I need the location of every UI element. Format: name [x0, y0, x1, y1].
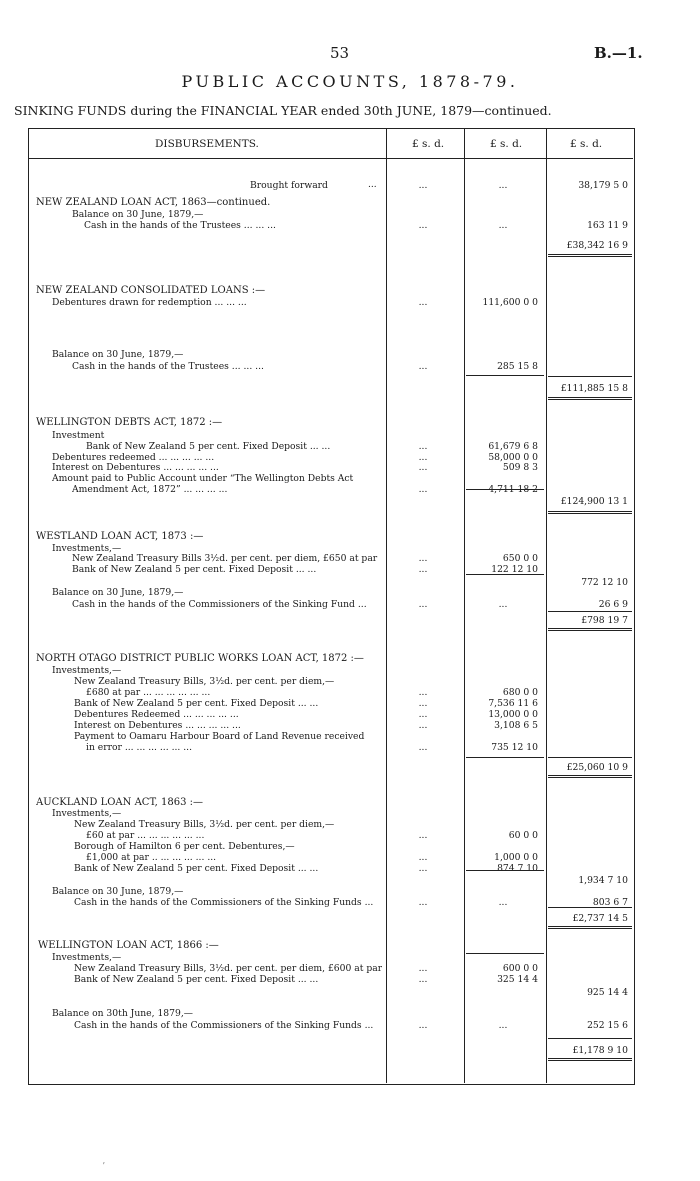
- amount-col-2: ...: [498, 897, 508, 908]
- amount-col-1: ...: [418, 709, 428, 720]
- amount-col-2: ...: [498, 180, 508, 191]
- amount-col-3: £111,885 15 8: [560, 383, 628, 394]
- line-item-text: Investments,—: [52, 952, 122, 963]
- line-item-text: Cash in the hands of the Commissioners of the Sinking Fund ...: [72, 599, 367, 610]
- section-heading: WELLINGTON DEBTS ACT, 1872 :—: [36, 417, 223, 428]
- amount-col-1: ...: [418, 720, 428, 731]
- column-header-disbursements: DISBURSEMENTS.: [155, 138, 259, 150]
- line-item-text: Cash in the hands of the Commissioners of the Sinking Funds ...: [74, 897, 374, 908]
- amount-col-2: 509 8 3: [502, 462, 538, 473]
- subtotal-rule: [466, 757, 544, 758]
- line-item-text: Debentures redeemed ... ... ... ... ...: [52, 452, 215, 463]
- total-rule: [548, 376, 632, 377]
- line-item-text: in error ... ... ... ... ... ...: [86, 742, 193, 753]
- amount-col-3: £798 19 7: [581, 615, 628, 626]
- column-header-amount-2: £ s. d.: [490, 138, 523, 150]
- section-heading: WESTLAND LOAN ACT, 1873 :—: [36, 531, 204, 542]
- column-header-amount-1: £ s. d.: [412, 138, 445, 150]
- scan-mark: ʼ: [102, 1162, 105, 1172]
- amount-col-2: 600 0 0: [502, 963, 538, 974]
- subtotal-rule: [466, 870, 544, 871]
- line-item-text: Cash in the hands of the Commissioners of the Sinking Funds ...: [74, 1020, 374, 1031]
- line-item-text: New Zealand Treasury Bills, 3½d. per cent. per diem, £600 at par: [74, 963, 382, 974]
- amount-col-2: ...: [498, 599, 508, 610]
- amount-col-1: ...: [418, 599, 428, 610]
- line-item-text: Balance on 30 June, 1879,—: [52, 349, 184, 360]
- line-item-text: Investment: [52, 430, 105, 441]
- amount-col-3: £1,178 9 10: [572, 1045, 628, 1056]
- document-reference: B.—1.: [594, 44, 643, 62]
- amount-col-1: ...: [418, 852, 428, 863]
- amount-col-2: 61,679 6 8: [488, 441, 538, 452]
- column-header-amount-3: £ s. d.: [570, 138, 603, 150]
- section-heading: NEW ZEALAND CONSOLIDATED LOANS :—: [36, 285, 266, 296]
- total-rule: [548, 757, 632, 758]
- column-divider: [386, 128, 387, 1083]
- line-item-text: £60 at par ... ... ... ... ... ...: [86, 830, 205, 841]
- amount-col-2: 1,000 0 0: [494, 852, 538, 863]
- amount-col-3: 925 14 4: [587, 987, 628, 998]
- amount-col-2: 7,536 11 6: [488, 698, 538, 709]
- amount-col-3: 772 12 10: [581, 577, 628, 588]
- line-item-text: Debentures drawn for redemption ... ... ...: [52, 297, 247, 308]
- total-double-rule: [548, 397, 632, 400]
- amount-col-1: ...: [418, 687, 428, 698]
- line-item-text: Cash in the hands of the Trustees ... ... ...: [72, 361, 264, 372]
- line-item-text: Bank of New Zealand 5 per cent. Fixed Deposit ... ...: [74, 863, 319, 874]
- amount-col-1: ...: [418, 553, 428, 564]
- line-item-text: New Zealand Treasury Bills, 3½d. per cent. per diem,—: [74, 819, 335, 830]
- total-rule: [548, 907, 632, 908]
- total-rule: [548, 611, 632, 612]
- line-item-text: Debentures Redeemed ... ... ... ... ...: [74, 709, 239, 720]
- line-item-text: New Zealand Treasury Bills, 3½d. per cent. per diem,—: [74, 676, 335, 687]
- amount-col-1: ...: [418, 963, 428, 974]
- line-item-text: Investments,—: [52, 808, 122, 819]
- line-item-text: Bank of New Zealand 5 per cent. Fixed Deposit ... ...: [74, 974, 319, 985]
- line-item-text: Investments,—: [52, 543, 122, 554]
- column-divider: [464, 128, 465, 1083]
- line-item-text: Bank of New Zealand 5 per cent. Fixed Deposit ... ...: [72, 564, 317, 575]
- amount-col-1: ...: [418, 742, 428, 753]
- line-item-text: Bank of New Zealand 5 per cent. Fixed Deposit ... ...: [86, 441, 331, 452]
- amount-col-2: 122 12 10: [491, 564, 538, 575]
- total-double-rule: [548, 1058, 632, 1061]
- amount-col-3: 163 11 9: [587, 220, 628, 231]
- section-heading: NORTH OTAGO DISTRICT PUBLIC WORKS LOAN ACT, 1872 :—: [36, 653, 364, 664]
- amount-col-2: 650 0 0: [502, 553, 538, 564]
- section-heading: AUCKLAND LOAN ACT, 1863 :—: [36, 797, 203, 808]
- table-subtitle: SINKING FUNDS during the FINANCIAL YEAR ended 30th JUNE, 1879—continued.: [14, 103, 552, 118]
- amount-col-2: ...: [498, 220, 508, 231]
- amount-col-3: £25,060 10 9: [566, 762, 628, 773]
- amount-col-2: 735 12 10: [491, 742, 538, 753]
- amount-col-1: ...: [418, 220, 428, 231]
- line-item-text: Balance on 30th June, 1879,—: [52, 1008, 193, 1019]
- amount-col-1: ...: [418, 180, 428, 191]
- amount-col-2: 285 15 8: [497, 361, 538, 372]
- amount-col-1: ...: [418, 462, 428, 473]
- line-item-text: Balance on 30 June, 1879,—: [52, 886, 184, 897]
- amount-col-3: 252 15 6: [587, 1020, 628, 1031]
- amount-col-2: 111,600 0 0: [482, 297, 538, 308]
- line-item-text: Investments,—: [52, 665, 122, 676]
- line-item-text: New Zealand Treasury Bills 3½d. per cent. per diem, £650 at par: [72, 553, 378, 564]
- total-double-rule: [548, 926, 632, 929]
- amount-col-2: 60 0 0: [508, 830, 538, 841]
- amount-col-1: ...: [418, 361, 428, 372]
- amount-col-3: 803 6 7: [592, 897, 628, 908]
- amount-col-1: ...: [418, 1020, 428, 1031]
- amount-col-1: ...: [418, 452, 428, 463]
- line-item-text: Cash in the hands of the Trustees ... ... ...: [84, 220, 276, 231]
- amount-col-3: £38,342 16 9: [566, 240, 628, 251]
- header-divider: [28, 158, 633, 159]
- total-double-rule: [548, 254, 632, 257]
- amount-col-1: ...: [418, 297, 428, 308]
- line-item-text: Interest on Debentures ... ... ... ... ...: [74, 720, 241, 731]
- amount-col-2: 13,000 0 0: [488, 709, 538, 720]
- line-item-text: Balance on 30 June, 1879,—: [52, 587, 184, 598]
- amount-col-3: £2,737 14 5: [572, 913, 628, 924]
- subtotal-rule: [466, 489, 544, 490]
- line-item-text: Borough of Hamilton 6 per cent. Debentures,—: [74, 841, 295, 852]
- amount-col-2: 874 7 10: [497, 863, 538, 874]
- subtotal-rule: [466, 574, 544, 575]
- total-rule: [548, 1038, 632, 1039]
- line-item-text: Balance on 30 June, 1879,—: [72, 209, 204, 220]
- amount-col-2: ...: [498, 1020, 508, 1031]
- page-title: PUBLIC ACCOUNTS, 1878-79.: [181, 72, 519, 91]
- section-heading: WELLINGTON LOAN ACT, 1866 :—: [38, 940, 219, 951]
- amount-col-1: ...: [418, 897, 428, 908]
- amount-col-1: ...: [418, 441, 428, 452]
- line-item-text: Bank of New Zealand 5 per cent. Fixed Deposit ... ...: [74, 698, 319, 709]
- line-item-text: Brought forward: [250, 180, 328, 191]
- amount-col-1: ...: [418, 698, 428, 709]
- amount-col-2: 325 14 4: [497, 974, 538, 985]
- total-double-rule: [548, 511, 632, 514]
- amount-col-2: 680 0 0: [502, 687, 538, 698]
- line-item-text: £680 at par ... ... ... ... ... ...: [86, 687, 211, 698]
- amount-col-3: 1,934 7 10: [578, 875, 628, 886]
- amount-col-3: 26 6 9: [598, 599, 628, 610]
- line-item-text: Payment to Oamaru Harbour Board of Land Revenue received: [74, 731, 365, 742]
- amount-col-1: ...: [418, 484, 428, 495]
- total-double-rule: [548, 775, 632, 778]
- total-double-rule: [548, 628, 632, 631]
- line-item-text: Interest on Debentures ... ... ... ... ...: [52, 462, 219, 473]
- line-item-text: Amount paid to Public Account under “The Wellington Debts Act: [52, 473, 354, 484]
- subtotal-rule: [466, 953, 544, 954]
- section-heading: NEW ZEALAND LOAN ACT, 1863—continued.: [36, 197, 271, 208]
- amount-col-1: ...: [418, 974, 428, 985]
- column-divider: [546, 128, 547, 1083]
- amount-col-1: ...: [418, 863, 428, 874]
- amount-col-1: ...: [418, 564, 428, 575]
- amount-col-2: 3,108 6 5: [494, 720, 538, 731]
- subtotal-rule: [466, 375, 544, 376]
- amount-col-1: ...: [418, 830, 428, 841]
- amount-col-3: 38,179 5 0: [578, 180, 628, 191]
- amount-col-2: 58,000 0 0: [488, 452, 538, 463]
- line-item-text: Amendment Act, 1872” ... ... ... ...: [72, 484, 228, 495]
- leader-dots: ...: [368, 180, 377, 190]
- line-item-text: £1,000 at par .. ... ... ... ... ...: [86, 852, 217, 863]
- amount-col-3: £124,900 13 1: [560, 496, 628, 507]
- page-number: 53: [330, 44, 350, 62]
- amount-col-2: 4,711 18 2: [488, 484, 538, 495]
